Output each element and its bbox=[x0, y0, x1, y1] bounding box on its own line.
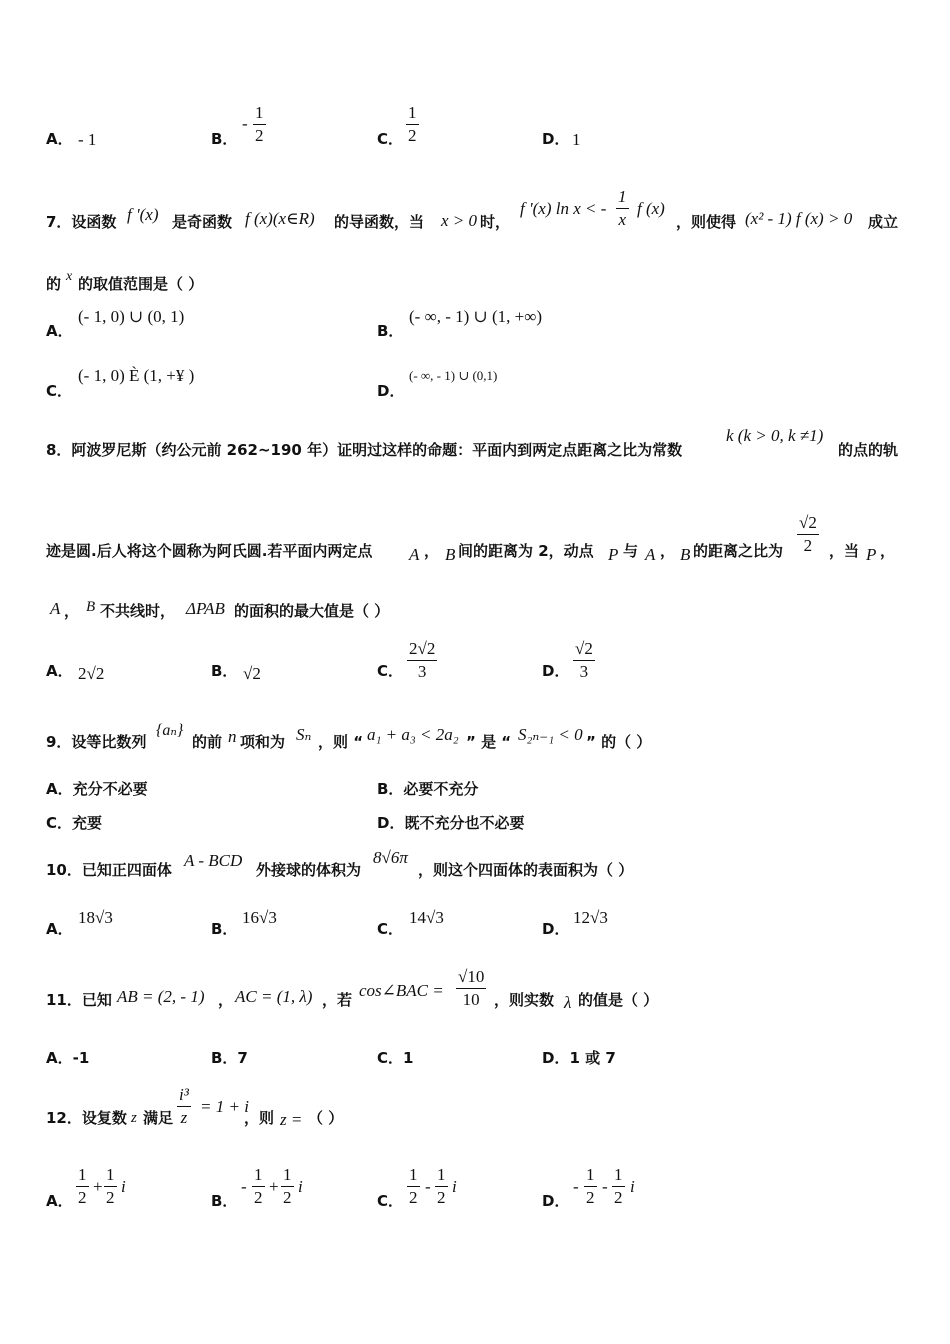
q12-option-d-frac2 bbox=[612, 1164, 625, 1209]
q7-math-inequality-left: f '(x) ln x < - bbox=[520, 199, 607, 218]
q8-ratio-fraction bbox=[797, 512, 819, 557]
q12-b-num2: 1 bbox=[281, 1164, 294, 1187]
q12-a-den2: 2 bbox=[106, 1188, 115, 1207]
q11-stem-part1: 11．已知 bbox=[46, 991, 112, 1009]
q12-option-d-sign: - bbox=[573, 1177, 579, 1196]
q11-vector-ab: AB = (2, - 1) bbox=[117, 987, 205, 1006]
q12-option-b-frac2 bbox=[281, 1164, 294, 1209]
q8-option-d-label: D． bbox=[542, 662, 570, 680]
q11-lambda: λ bbox=[564, 993, 572, 1012]
q12-option-a-frac2 bbox=[104, 1164, 117, 1209]
q6-option-b-label: B． bbox=[211, 130, 238, 148]
q10-stem-part2: 外接球的体积为 bbox=[256, 861, 362, 879]
q6-option-c-label: C． bbox=[377, 130, 404, 148]
q10-option-b-label: B． bbox=[211, 920, 238, 938]
q12-option-d-frac1 bbox=[584, 1164, 597, 1209]
q8-comma: ， bbox=[424, 542, 440, 560]
q8-option-c-label: C． bbox=[377, 662, 404, 680]
q12-option-d-i: i bbox=[630, 1177, 635, 1196]
q12-d-num2: 1 bbox=[612, 1164, 625, 1187]
q12-option-c-i: i bbox=[452, 1177, 457, 1196]
q12-stem-part4: （ ） bbox=[308, 1109, 344, 1127]
q8-option-a-value: 2√2 bbox=[78, 664, 105, 683]
q8-option-c-denominator: 3 bbox=[417, 662, 427, 681]
q6-option-d-value: 1 bbox=[572, 130, 581, 149]
q12-stem-part2: 满足 bbox=[143, 1109, 174, 1127]
q7-stem-part5: ，则使得 bbox=[676, 213, 737, 231]
q8-line2-part3: 与 bbox=[623, 542, 639, 560]
q6-option-c-fraction bbox=[406, 102, 419, 147]
q7-stem-part4: 时， bbox=[480, 213, 511, 231]
q9-sum-sn: Sₙ bbox=[296, 725, 312, 744]
q12-a-num1: 1 bbox=[76, 1164, 89, 1187]
q10-option-c-value: 14√3 bbox=[409, 908, 444, 927]
q7-stem-part3: 的导函数，当 bbox=[334, 213, 425, 231]
q8-point-b: B bbox=[445, 545, 456, 564]
q8-line3-comma: ， bbox=[64, 602, 80, 620]
q8-point-a: A bbox=[409, 545, 420, 564]
q12-variable-z: z bbox=[131, 1110, 137, 1126]
q8-line3-part1: 不共线时， bbox=[100, 602, 176, 620]
q7-option-a-label: A． bbox=[46, 322, 73, 340]
q12-d-den1: 2 bbox=[586, 1188, 595, 1207]
q8-option-d-fraction bbox=[573, 638, 595, 683]
q7-line2-part2: 的取值范围是（ ） bbox=[78, 275, 204, 293]
q12-fraction-numerator: i³ bbox=[177, 1084, 191, 1107]
q12-option-b-i: i bbox=[298, 1177, 303, 1196]
q6-option-b-fraction bbox=[253, 102, 266, 147]
q11-cos-expression: cos∠BAC = bbox=[359, 981, 444, 1000]
q11-option-b: B．7 bbox=[211, 1049, 248, 1067]
q10-volume: 8√6π bbox=[373, 848, 408, 867]
q9-variable-n: n bbox=[228, 727, 237, 746]
q7-math-inequality-right: f (x) bbox=[637, 199, 665, 218]
q12-option-b-label: B． bbox=[211, 1192, 238, 1210]
q7-math-xgt0: x > 0 bbox=[441, 211, 478, 230]
q12-option-b-op: + bbox=[269, 1177, 279, 1196]
q8-point-a-2: A bbox=[645, 545, 656, 564]
q6-option-b-sign: - bbox=[242, 114, 248, 133]
q8-ratio-denominator: 2 bbox=[803, 536, 813, 555]
q11-option-d: D．1 或 7 bbox=[542, 1049, 616, 1067]
q7-option-b-label: B． bbox=[377, 322, 404, 340]
q9-stem-part6: ” 的（ ） bbox=[586, 733, 652, 751]
q8-line2-part4: 的距离之比为 bbox=[693, 542, 784, 560]
q9-stem-part2: 的前 bbox=[192, 733, 223, 751]
q8-stem-part2: 的点的轨 bbox=[838, 441, 899, 459]
q11-stem-part2: ，若 bbox=[322, 991, 353, 1009]
q8-line2-part1: 迹是圆.后人将这个圆称为阿氏圆.若平面内两定点 bbox=[46, 542, 373, 560]
q9-condition-1: a₁ + a₃ < 2a₂ bbox=[367, 725, 459, 744]
q7-option-c-value: (- 1, 0) È (1, +¥ ) bbox=[78, 366, 195, 385]
q8-option-b-label: B． bbox=[211, 662, 238, 680]
q9-stem-part4: ，则 “ bbox=[318, 733, 364, 751]
q11-option-a: A．-1 bbox=[46, 1049, 90, 1067]
q8-point-p: P bbox=[608, 545, 619, 564]
q7-stem-part2: 是奇函数 bbox=[172, 213, 233, 231]
q7-option-c-label: C． bbox=[46, 382, 73, 400]
q9-option-a: A．充分不必要 bbox=[46, 780, 148, 798]
q7-math-condition: (x² - 1) f (x) > 0 bbox=[745, 209, 853, 228]
q12-option-a-label: A． bbox=[46, 1192, 73, 1210]
q6-option-c-denominator: 2 bbox=[408, 126, 417, 145]
q11-stem-part4: 的值是（ ） bbox=[578, 991, 659, 1009]
q7-math-inequality-fraction bbox=[616, 186, 629, 231]
q9-option-b: B．必要不充分 bbox=[377, 780, 479, 798]
q7-option-d-label: D． bbox=[377, 382, 405, 400]
q10-option-a-value: 18√3 bbox=[78, 908, 113, 927]
q8-option-a-label: A． bbox=[46, 662, 73, 680]
q12-c-num1: 1 bbox=[407, 1164, 420, 1187]
q8-line2-part2: 间的距离为 2，动点 bbox=[458, 542, 594, 560]
q10-stem-part3: ，则这个四面体的表面积为（ ） bbox=[418, 861, 634, 879]
q12-option-a-i: i bbox=[121, 1177, 126, 1196]
q9-option-d: D．既不充分也不必要 bbox=[377, 814, 525, 832]
q12-option-c-frac2 bbox=[435, 1164, 448, 1209]
q8-option-b-value: √2 bbox=[243, 664, 261, 683]
q12-a-num2: 1 bbox=[104, 1164, 117, 1187]
q11-cos-fraction bbox=[456, 966, 486, 1011]
q7-option-d-value: (- ∞, - 1) ∪ (0,1) bbox=[409, 368, 498, 383]
q8-line3-point-a: A bbox=[50, 599, 61, 618]
q10-stem-part1: 10．已知正四面体 bbox=[46, 861, 172, 879]
q11-stem-part3: ，则实数 bbox=[494, 991, 555, 1009]
q9-stem-part3: 项和为 bbox=[240, 733, 286, 751]
q12-option-a-op: + bbox=[93, 1177, 103, 1196]
q8-line3-point-b: B bbox=[86, 599, 96, 615]
q12-stem-part3: ，则 bbox=[244, 1109, 275, 1127]
q12-c-num2: 1 bbox=[435, 1164, 448, 1187]
q11-separator: ， bbox=[218, 991, 234, 1009]
q8-option-d-denominator: 3 bbox=[579, 662, 589, 681]
q7-option-a-value: (- 1, 0) ∪ (0, 1) bbox=[78, 307, 185, 326]
q8-ratio-numerator: √2 bbox=[797, 512, 819, 535]
q6-option-c-numerator: 1 bbox=[406, 102, 419, 125]
q12-c-den1: 2 bbox=[409, 1188, 418, 1207]
q6-option-a-value: - 1 bbox=[78, 130, 97, 149]
q8-point-b-2: B bbox=[680, 545, 691, 564]
q12-fraction-denominator: z bbox=[180, 1108, 188, 1127]
q12-option-c-label: C． bbox=[377, 1192, 404, 1210]
q12-option-d-op: - bbox=[602, 1177, 608, 1196]
q11-cos-numerator: √10 bbox=[456, 966, 486, 989]
q10-option-a-label: A． bbox=[46, 920, 73, 938]
q8-math-k: k (k > 0, k ≠1) bbox=[726, 426, 824, 445]
q8-line2-part5: ，当 bbox=[829, 542, 860, 560]
q12-z-equals: z = bbox=[280, 1110, 303, 1129]
q12-option-c-frac1 bbox=[407, 1164, 420, 1209]
q8-option-c-fraction bbox=[407, 638, 437, 683]
q9-sequence: {aₙ} bbox=[156, 722, 184, 739]
q7-math-fx: f (x)(x∈R) bbox=[245, 209, 315, 228]
q10-option-d-label: D． bbox=[542, 920, 570, 938]
q7-stem-part1: 7．设函数 bbox=[46, 213, 117, 231]
q12-option-c-op: - bbox=[425, 1177, 431, 1196]
q11-option-c: C．1 bbox=[377, 1049, 414, 1067]
q6-option-d-label: D． bbox=[542, 130, 570, 148]
q9-option-c: C．充要 bbox=[46, 814, 103, 832]
q12-a-den1: 2 bbox=[78, 1188, 87, 1207]
q12-fraction bbox=[177, 1084, 191, 1129]
q8-comma-2: ， bbox=[660, 542, 676, 560]
q12-b-num1: 1 bbox=[252, 1164, 265, 1187]
q12-d-den2: 2 bbox=[614, 1188, 623, 1207]
q7-stem-part6: 成立 bbox=[868, 213, 899, 231]
q12-equation-rhs: = 1 + i bbox=[200, 1097, 249, 1116]
q7-line2-part1: 的 bbox=[46, 275, 62, 293]
q6-option-b-numerator: 1 bbox=[253, 102, 266, 125]
q12-option-d-label: D． bbox=[542, 1192, 570, 1210]
q12-c-den2: 2 bbox=[437, 1188, 446, 1207]
q8-point-p-2: P bbox=[866, 545, 877, 564]
q7-fraction-denominator: x bbox=[618, 210, 627, 229]
q8-triangle-pab: ΔPAB bbox=[186, 599, 225, 618]
q8-line2-part6: ， bbox=[880, 542, 896, 560]
q12-option-b-frac1 bbox=[252, 1164, 265, 1209]
q12-stem-part1: 12．设复数 bbox=[46, 1109, 127, 1127]
q10-option-c-label: C． bbox=[377, 920, 404, 938]
q12-d-num1: 1 bbox=[584, 1164, 597, 1187]
q11-vector-ac: AC = (1, λ) bbox=[235, 987, 313, 1006]
q12-option-a-frac1 bbox=[76, 1164, 89, 1209]
q7-option-b-value: (- ∞, - 1) ∪ (1, +∞) bbox=[409, 307, 543, 326]
q10-tetrahedron: A - BCD bbox=[184, 851, 243, 870]
q9-stem-part5: ” 是 “ bbox=[466, 733, 512, 751]
q12-option-b-sign: - bbox=[241, 1177, 247, 1196]
q8-option-d-numerator: √2 bbox=[573, 638, 595, 661]
q12-b-den2: 2 bbox=[283, 1188, 292, 1207]
q10-option-b-value: 16√3 bbox=[242, 908, 277, 927]
q9-stem-part1: 9．设等比数列 bbox=[46, 733, 147, 751]
q7-math-fprime: f '(x) bbox=[127, 205, 159, 224]
q6-option-a-label: A． bbox=[46, 130, 73, 148]
q8-option-c-numerator: 2√2 bbox=[407, 638, 437, 661]
q9-condition-2: S₂ₙ₋₁ < 0 bbox=[518, 725, 583, 744]
q8-stem-part1: 8．阿波罗尼斯（约公元前 262~190 年）证明过这样的命题：平面内到两定点距离之比为常数 bbox=[46, 441, 683, 459]
q10-option-d-value: 12√3 bbox=[573, 908, 608, 927]
q6-option-b-denominator: 2 bbox=[255, 126, 264, 145]
q8-line3-part2: 的面积的最大值是（ ） bbox=[234, 602, 390, 620]
q7-fraction-numerator: 1 bbox=[616, 186, 629, 209]
q11-cos-denominator: 10 bbox=[462, 990, 480, 1009]
q7-line2-variable-x: x bbox=[66, 269, 73, 284]
q12-b-den1: 2 bbox=[254, 1188, 263, 1207]
